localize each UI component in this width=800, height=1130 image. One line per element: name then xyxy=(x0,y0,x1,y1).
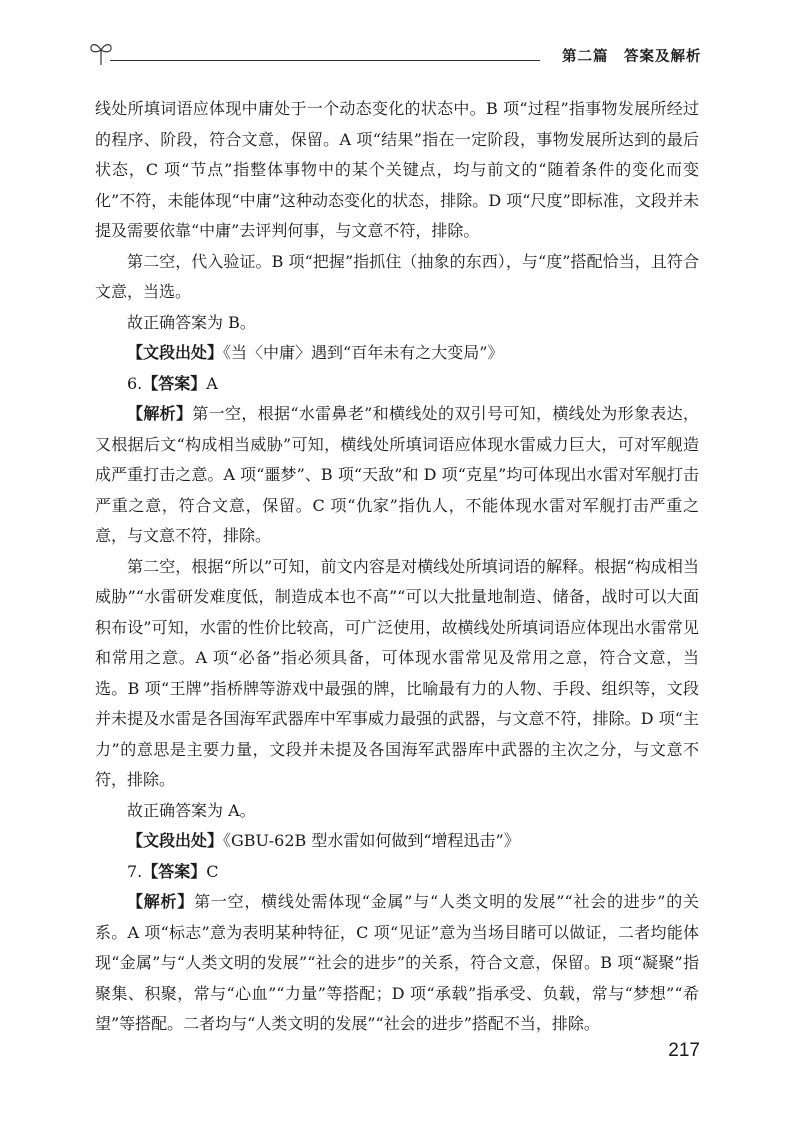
source-line xyxy=(95,826,699,857)
answer-line xyxy=(95,369,699,400)
question-number: 7. xyxy=(127,861,143,881)
question-number: 6. xyxy=(127,373,143,393)
source-text: 《GBU-62B 型水雷如何做到“增程迅击”》 xyxy=(223,831,520,850)
paragraph: 线处所填词语应体现中庸处于一个动态变化的状态中。B 项“过程”指事物发展所经过的程序、阶段，符合文意，保留。A 项“结果”指在一定阶段，事物发展所达到的最后状态，C 项“节点”指整体事物中的某个关键点，均与前文的“随着条件的变化而变化”不符，未能体现“中庸”这种动态变化的状态，排除。D 项“尺度”即标准，文段并未提及需要依靠“中庸”去评判何事，与文意不符，排除。 xyxy=(95,99,699,240)
explanation-tag: 【解析】 xyxy=(127,892,195,911)
paragraph: 第二空，代入验证。B 项“把握”指抓住（抽象的东西），与“度”搭配恰当，且符合文意，当选。 xyxy=(95,251,699,301)
paragraph: 故正确答案为 A。 xyxy=(127,800,256,820)
paragraph: 故正确答案为 B。 xyxy=(127,312,256,332)
explanation-tag: 【解析】 xyxy=(127,404,193,423)
answer-tag: 【答案】 xyxy=(142,373,207,393)
sprout-icon xyxy=(88,38,114,66)
answer-value: A xyxy=(206,373,218,393)
section-title: 第二篇 答案及解析 xyxy=(562,49,702,65)
source-line xyxy=(95,338,699,369)
page-number: 217 xyxy=(668,1040,700,1061)
answer-line xyxy=(95,857,699,888)
explanation-paragraph xyxy=(95,887,699,1040)
source-tag: 【文段出处】 xyxy=(127,343,224,362)
header-rule xyxy=(110,60,540,61)
answer-tag: 【答案】 xyxy=(142,861,207,881)
explanation-text: 第一空，横线处需体现“金属”与“人类文明的发展”“社会的进步”的关系。A 项“标志”意为表明某种特征，C 项“见证”意为当场目睹可以做证，二者均能体现“金属”与“人类文明的发展”“社会的进步”的关系，符合文意，保留。B 项“凝聚”指聚集、积聚，常与“心血”“力量”等搭配；D 项“承载”指承受、负载，常与“梦想”“希望”等搭配。二者均与“人类文明的发展”“社会的进步”搭配不当，排除。 xyxy=(95,892,699,1033)
explanation-text: 第一空，根据“水雷鼻老”和横线处的双引号可知，横线处为形象表达，又根据后文“构成相当威胁”可知，横线处所填词语应体现水雷威力巨大，可对军舰造成严重打击之意。A 项“噩梦”、B 项“天敌”和 D 项“克星”均可体现出水雷对军舰打击严重之意，符合文意，保留。C 项“仇家”指仇人，不能体现水雷对军舰打击严重之意，与文意不符，排除。 xyxy=(95,404,699,545)
paragraph: 第二空，根据“所以”可知，前文内容是对横线处所填词语的解释。根据“构成相当威胁”“水雷研发难度低，制造成本也不高”“可以大批量地制造、储备，战时可以大面积布设”可知，水雷的性价比较高，可广泛使用，故横线处所填词语应体现出水雷常见和常用之意。A 项“必备”指必须具备，可体现水雷常见及常用之意，符合文意，当选。B 项“王牌”指桥牌等游戏中最强的牌，比喻最有力的人物、手段、组织等，文段并未提及水雷是各国海军武器库中军事威力最强的武器，与文意不符，排除。D 项“主力”的意思是主要力量，文段并未提及各国海军武器库中武器的主次之分，与文意不符，排除。 xyxy=(95,556,699,789)
source-tag: 【文段出处】 xyxy=(127,831,224,850)
source-text: 《当〈中庸〉遇到“百年未有之大变局”》 xyxy=(223,343,504,362)
explanation-paragraph xyxy=(95,399,699,552)
answer-content xyxy=(95,94,699,1040)
answer-value: C xyxy=(206,861,219,881)
page-header xyxy=(88,38,706,68)
